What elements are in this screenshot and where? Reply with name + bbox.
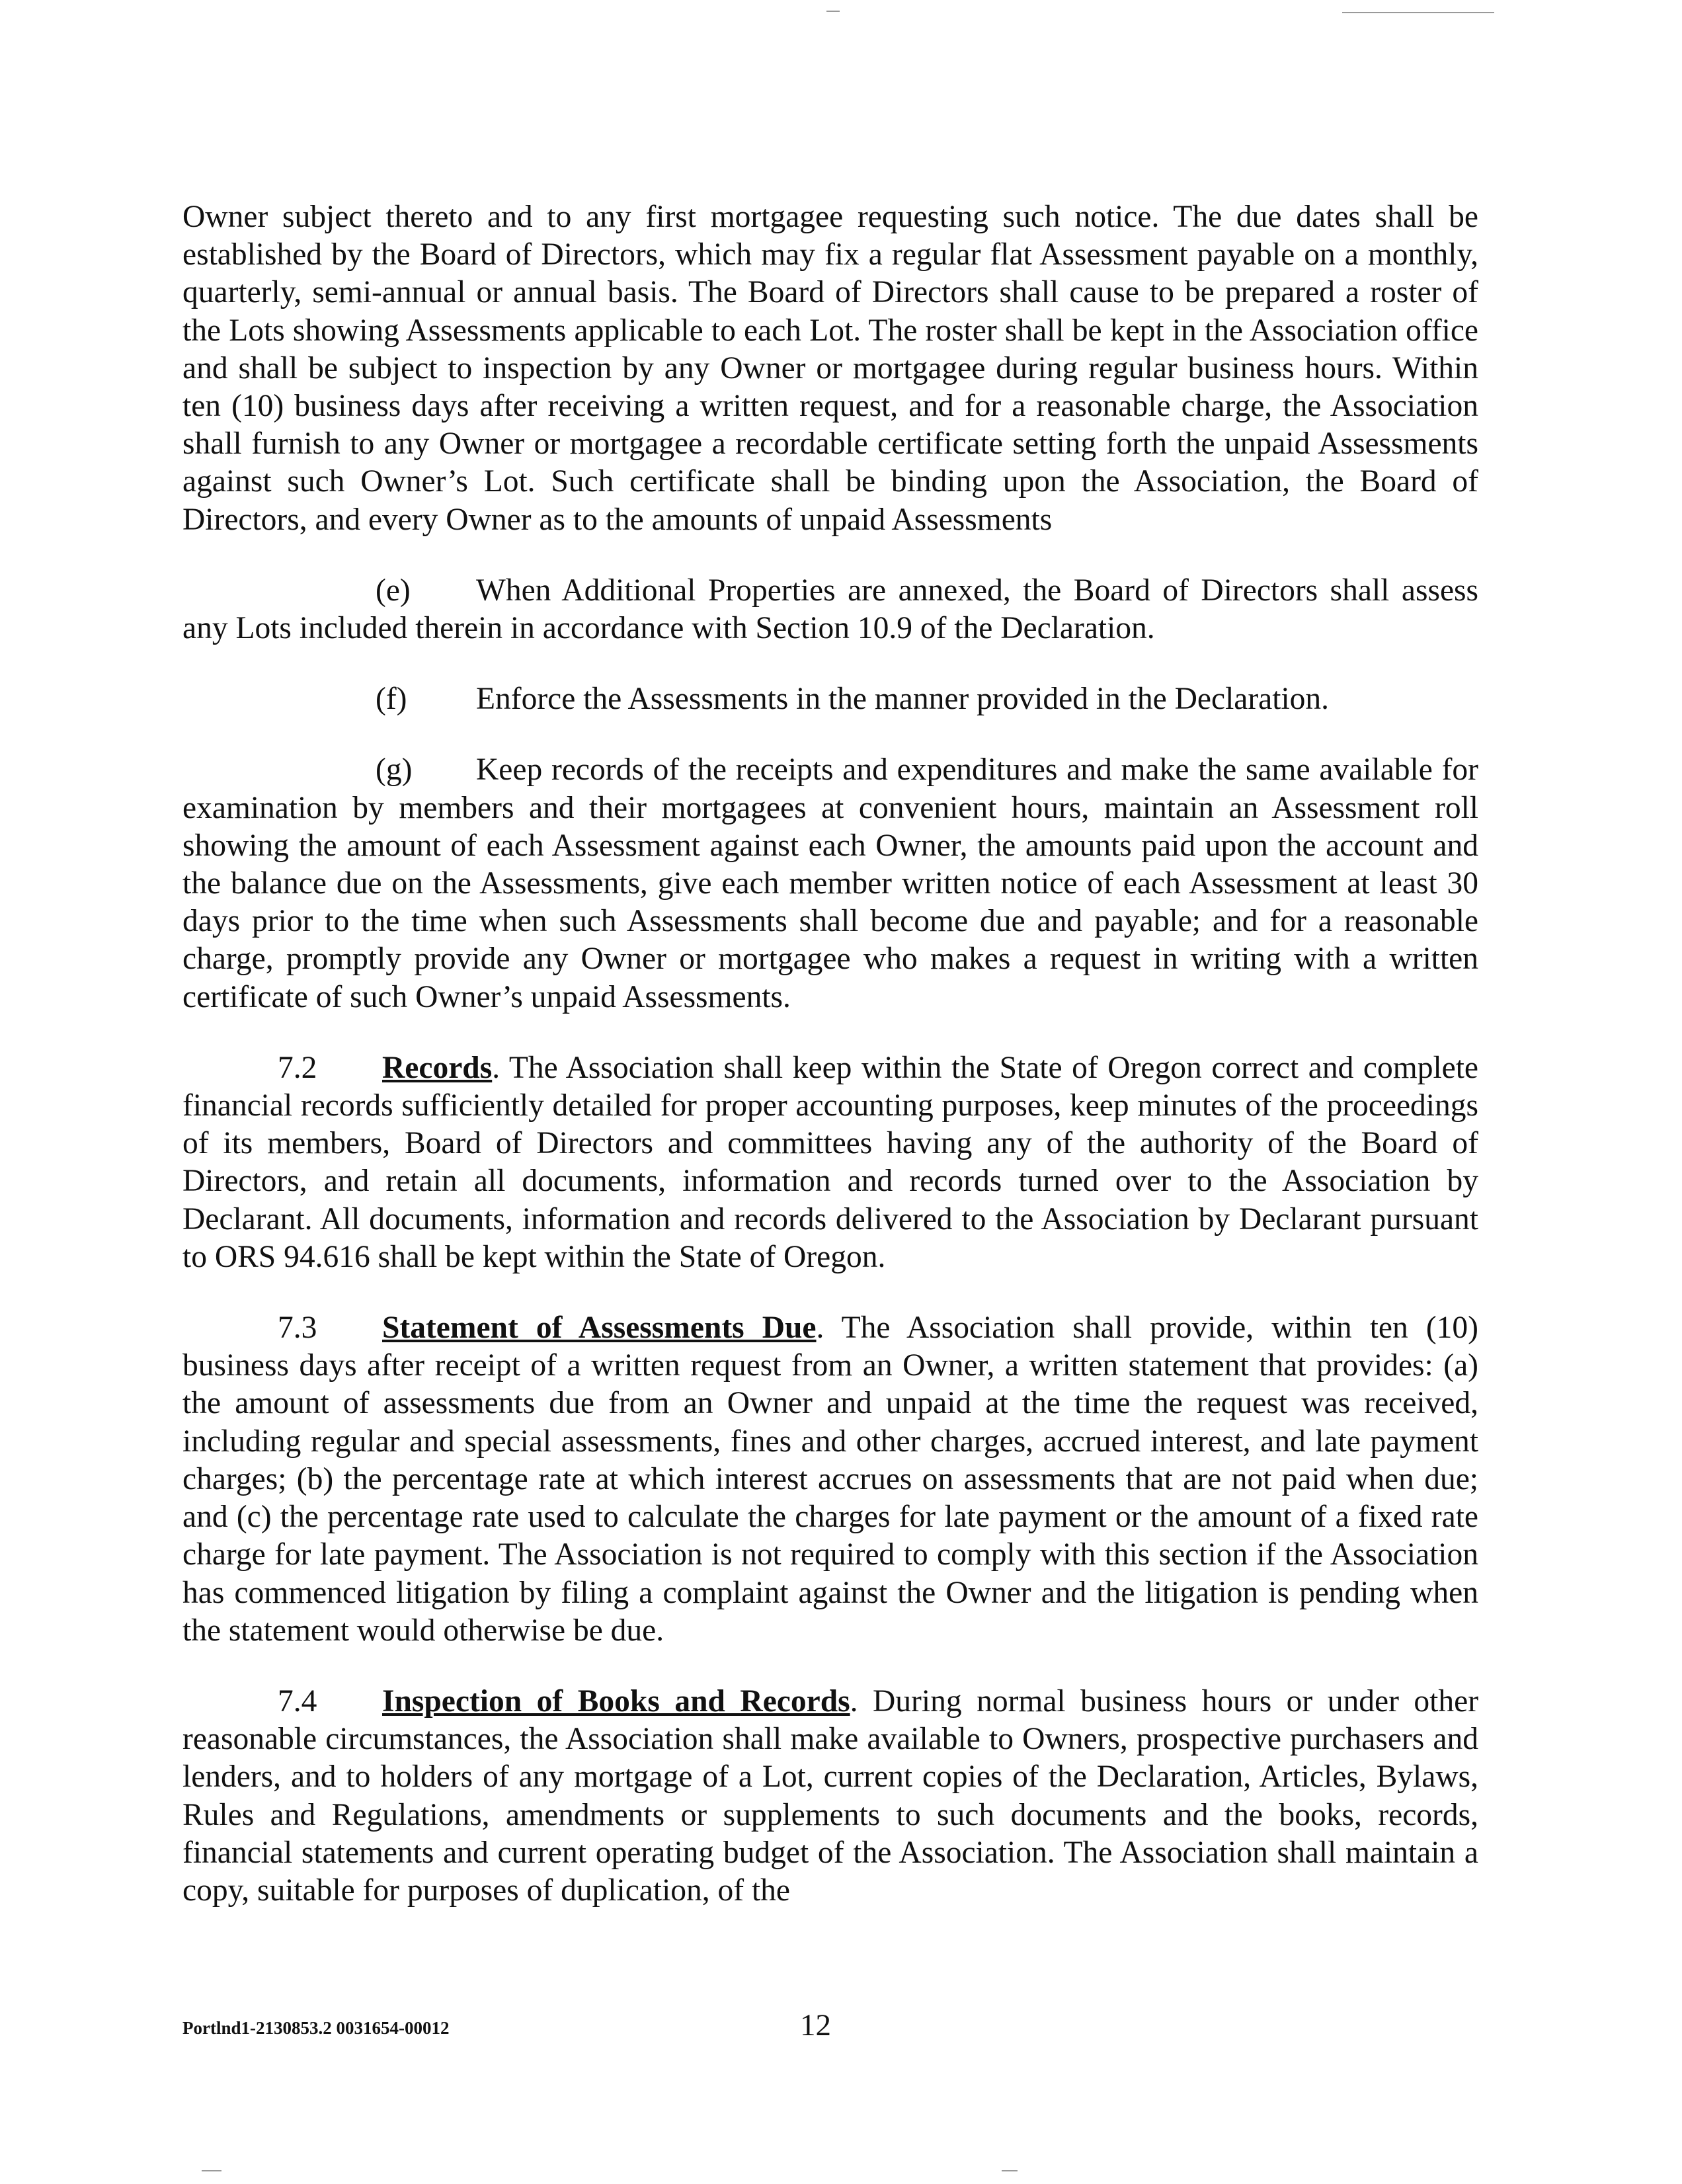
- section-7-2-number: 7.2: [278, 1050, 317, 1085]
- footer-document-id: Portlnd1-2130853.2 0031654-00012: [182, 2018, 450, 2038]
- subparagraph-e-label: (e): [376, 573, 411, 608]
- subparagraph-g: [182, 751, 1478, 1016]
- section-7-2-text: . The Association shall keep within the State of Oregon correct and complete financial records sufficiently detailed for proper accounting purposes, keep minutes of the proceedings of its members, Board of Directors and committees having any of the authority of the Board of Directors, and retain all documents, information and records turned over to the Association by Declarant. All documents, information and records delivered to the Association by Declarant pursuant to ORS 94.616 shall be kept within the State of Oregon.: [182, 1050, 1478, 1274]
- page-number: 12: [800, 2008, 831, 2042]
- subparagraph-g-label: (g): [376, 752, 413, 788]
- section-7-4-number: 7.4: [278, 1683, 317, 1719]
- scan-mark-top-right: [1342, 12, 1494, 13]
- subparagraph-e: [182, 572, 1478, 647]
- subparagraph-g-text: Keep records of the receipts and expenditures and make the same available for examination by members and their mortgagees at convenient hours, maintain an Assessment roll showing the amount of each Assessment against each Owner, the amounts paid upon the account and the balance due on the Assessments, give each member written notice of each Assessment at least 30 days prior to the time when such Assessments shall become due and payable; and for a reasonable charge, promptly provide any Owner or mortgagee who makes a request in writing with a written certificate of such Owner’s unpaid Assessments.: [182, 752, 1478, 1014]
- subparagraph-f-label: (f): [376, 682, 407, 717]
- document-body: [182, 198, 1478, 1910]
- section-7-4: [182, 1683, 1478, 1910]
- section-7-3-number: 7.3: [278, 1311, 317, 1346]
- section-7-3-text: . The Association shall provide, within ten (10) business days after receipt of a written request from an Owner, a written statement that provides: (a) the amount of assessments due from an Owner and unpaid at the time the request was received, including regular and special assessments, fines and other charges, accrued interest, and late payment charges; (b) the percentage rate at which interest accrues on assessments that are not paid when due; and (c) the percentage rate used to calculate the charges for late payment or the amount of a fixed rate charge for late payment. The Association is not required to comply with this section if the Association has commenced litigation by filing a complaint against the Owner and the litigation is pending when the statement would otherwise be due.: [182, 1311, 1478, 1648]
- section-7-2-heading: Records: [382, 1050, 493, 1085]
- scan-mark-bottom-right: [1002, 2170, 1018, 2171]
- scan-mark-bottom-left: [202, 2170, 221, 2171]
- subparagraph-f-text: Enforce the Assessments in the manner provided in the Declaration.: [476, 682, 1330, 717]
- subparagraph-e-text: When Additional Properties are annexed, the Board of Directors shall assess any Lots included therein in accordance with Section 10.9 of the Declaration.: [182, 573, 1478, 646]
- section-7-3-heading: Statement of Assessments Due: [382, 1311, 817, 1346]
- subparagraph-f: [182, 680, 1478, 718]
- section-7-3: [182, 1309, 1478, 1650]
- section-7-4-heading: Inspection of Books and Records: [382, 1683, 850, 1719]
- scan-mark-top-mid: [826, 11, 840, 12]
- section-7-2: [182, 1049, 1478, 1276]
- section-7-4-text: . During normal business hours or under other reasonable circumstances, the Association shall make available to Owners, prospective purchasers and lenders, and to holders of any mortgage of a Lot, current copies of the Declaration, Articles, Bylaws, Rules and Regulations, amendments or supplements to such documents and the books, records, financial statements and current operating budget of the Association. The Association shall maintain a copy, suitable for purposes of duplication, of the: [182, 1683, 1479, 1908]
- paragraph-continuation: Owner subject thereto and to any first mortgagee requesting such notice. The due dates shall be established by the Board of Directors, which may fix a regular flat Assessment payable on a monthly, quarterly, semi-annual or annual basis. The Board of Directors shall cause to be prepared a roster of the Lots showing Assessments applicable to each Lot. The roster shall be kept in the Association office and shall be subject to inspection by any Owner or mortgagee during regular business hours. Within ten (10) business days after receiving a written request, and for a reasonable charge, the Association shall furnish to any Owner or mortgagee a recordable certificate setting forth the unpaid Assessments against such Owner’s Lot. Such certificate shall be binding upon the Association, the Board of Directors, and every Owner as to the amounts of unpaid Assessments: [182, 200, 1478, 537]
